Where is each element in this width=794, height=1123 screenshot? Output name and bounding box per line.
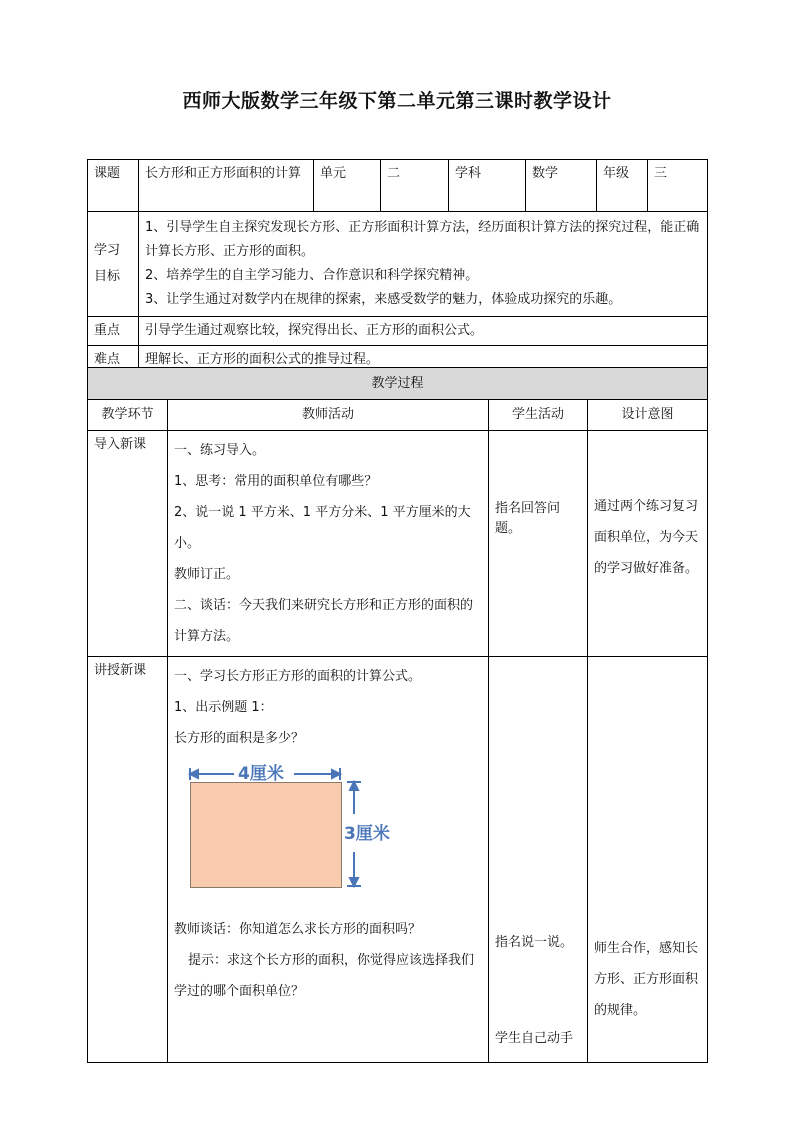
goal-item: 2、培养学生的自主学习能力、合作意识和科学探究精神。 <box>145 268 479 284</box>
topic-label: 课题 <box>88 160 139 212</box>
key-value: 引导学生通过观察比较，探究得出长、正方形的面积公式。 <box>139 317 708 346</box>
teacher-line: 提示：求这个长方形的面积，你觉得应该选择我们学过的哪个面积单位？ <box>174 953 475 999</box>
column-header-stage: 教学环节 <box>88 400 168 431</box>
width-label: 4厘米 <box>238 764 284 784</box>
topic-value: 长方形和正方形面积的计算 <box>139 160 314 212</box>
student-line: 学生自己动手 <box>495 1031 574 1046</box>
intro-student: 指名回答问题。 <box>489 431 588 657</box>
rectangle-shape <box>190 782 342 888</box>
student-line: 指名说一说。 <box>495 935 574 950</box>
lesson-stage: 讲授新课 <box>88 657 168 1063</box>
goal-item: 1、引导学生自主探究发现长方形、正方形面积计算方法，经历面积计算方法的探究过程，能正确计算长方形、正方形的面积。 <box>145 220 700 260</box>
height-label: 3厘米 <box>344 824 390 844</box>
unit-value: 二 <box>381 160 449 212</box>
lesson-info-table <box>87 159 708 374</box>
teacher-line: 教师谈话：你知道怎么求长方形的面积吗？ <box>174 922 422 937</box>
teacher-line: 一、练习导入。 <box>174 443 266 458</box>
teacher-line: 长方形的面积是多少？ <box>174 731 305 746</box>
subject-value: 数学 <box>526 160 597 212</box>
teacher-line: 教师订正。 <box>174 567 240 582</box>
goals-label: 学习目标 <box>88 212 139 317</box>
difficulty-value: 理解长、正方形的面积公式的推导过程。 <box>139 345 708 374</box>
teacher-line: 一、学习长方形正方形的面积的计算公式。 <box>174 669 422 684</box>
intro-intent: 通过两个练习复习面积单位，为今天的学习做好准备。 <box>588 431 708 657</box>
difficulty-label: 难点 <box>88 345 139 374</box>
teacher-line: 1、出示例题 1： <box>174 700 273 715</box>
lesson-student-cell <box>489 657 588 1063</box>
teacher-line: 1、思考：常用的面积单位有哪些？ <box>174 474 378 489</box>
unit-label: 单元 <box>314 160 381 212</box>
document-title: 西师大版数学三年级下第二单元第三课时教学设计 <box>182 90 612 112</box>
column-header-intent: 设计意图 <box>588 400 708 431</box>
grade-value: 三 <box>648 160 708 212</box>
goals-cell <box>139 212 708 317</box>
teacher-line: 2、说一说 1 平方米、1 平方分米、1 平方厘米的大小。 <box>174 505 471 551</box>
teacher-line: 二、谈话：今天我们来研究长方形和正方形的面积的计算方法。 <box>174 598 474 644</box>
teaching-process-table <box>87 367 708 1063</box>
column-header-student: 学生活动 <box>489 400 588 431</box>
rectangle-figure <box>182 762 412 902</box>
key-label: 重点 <box>88 317 139 346</box>
process-header: 教学过程 <box>88 368 708 400</box>
intro-teacher-cell <box>168 431 489 657</box>
lesson-intent: 师生合作，感知长方形、正方形面积的规律。 <box>588 657 708 1063</box>
intro-stage: 导入新课 <box>88 431 168 657</box>
column-header-teacher: 教师活动 <box>168 400 489 431</box>
grade-label: 年级 <box>597 160 648 212</box>
goal-item: 3、让学生通过对数学内在规律的探索，来感受数学的魅力，体验成功探究的乐趣。 <box>145 292 622 308</box>
lesson-teacher-cell <box>168 657 489 1063</box>
subject-label: 学科 <box>449 160 526 212</box>
